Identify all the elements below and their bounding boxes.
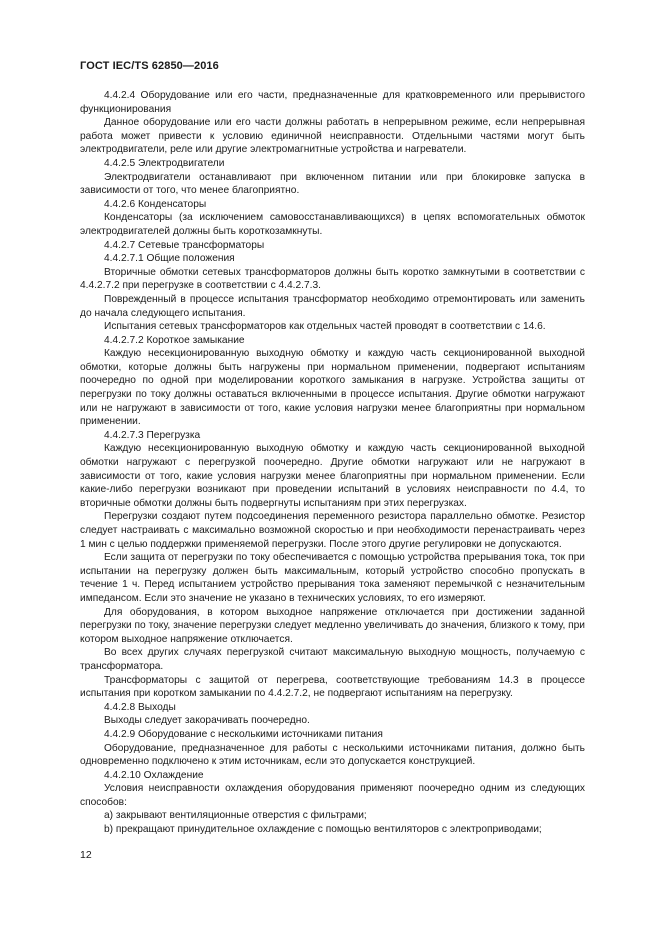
paragraph: Условия неисправности охлаждения оборудования применяют поочередно одним из следующих способов: (80, 783, 585, 808)
section-heading: 4.4.2.9 Оборудование с несколькими источниками питания (104, 728, 383, 740)
paragraph: Для оборудования, в котором выходное напряжение отключается при достижении заданной перегрузки по току, значение перегрузки следует медленно увеличивать до значения, близкого к тому, при котором выходное напряжение отключается. (80, 606, 585, 645)
paragraph: Испытания сетевых трансформаторов как отдельных частей проводят в соответствии с 14.6. (104, 321, 546, 333)
paragraph: Трансформаторы с защитой от перегрева, соответствующие требованиям 14.3 в процессе испытания при коротком замыкании по 4.4.2.7.2, не подвергают испытаниям на перегрузку. (80, 674, 585, 700)
paragraph: Поврежденный в процессе испытания трансформатор необходимо отремонтировать или заменить до начала следующего испытания. (80, 293, 585, 319)
section-heading: 4.4.2.6 Конденсаторы (104, 198, 207, 210)
document-body (80, 89, 585, 837)
list-item: а) закрывают вентиляционные отверстия с фильтрами; (104, 810, 367, 822)
paragraph: Перегрузки создают путем подсоединения переменного резистора параллельно обмотке. Резистор следует настраивать с максимально возможной скоростью и при необходимости перенастраивать через 1 мин с целью поддержки применяемой перегрузки. После этого другие регулировки не допускаются. (80, 511, 585, 550)
section-heading: 4.4.2.7 Сетевые трансформаторы (104, 239, 265, 251)
paragraph: Выходы следует закорачивать поочередно. (104, 715, 310, 727)
section-heading: 4.4.2.7.2 Короткое замыкание (104, 334, 245, 346)
section-heading: 4.4.2.7.3 Перегрузка (104, 429, 201, 441)
section-heading: 4.4.2.4 Оборудование или его части, предназначенные для кратковременного или прерывистого функционирования (80, 90, 585, 115)
paragraph: Электродвигатели останавливают при включенном питании или при блокировке запуска в зависимости от того, что менее благоприятно. (80, 171, 585, 197)
paragraph: Каждую несекционированную выходную обмотку и каждую часть секционированной выходной обмотки нагружают с перегрузкой поочередно. Другие обмотки нагружают или не нагружают в зависимости от того, какие условия нагрузки менее благоприятны при нормальном применении. Если какие-либо перегрузки возникают при проведении испытаний в условиях неисправности по 4.4, то вторичные обмотки должны быть подвергнуты испытаниям при этих перегрузках. (80, 443, 585, 509)
paragraph: Каждую несекционированную выходную обмотку и каждую часть секционированной выходной обмотки, которые должны быть нагружены при нормальном применении, подвергают испытаниям поочередно по одной при моделировании короткого замыкания в нагрузке. Устройства защиты от перегрузки по току должны оставаться включенными в процессе испытания. Другие обмотки нагружают или не нагружают в зависимости от того, какие условия нагрузки менее благоприятны при нормальном применении. (80, 348, 585, 428)
paragraph: Конденсаторы (за исключением самовосстанавливающихся) в цепях вспомогательных обмоток электродвигателей должны быть короткозамкнуты. (80, 212, 585, 237)
document-header: ГОСТ IEC/TS 62850—2016 (80, 60, 219, 72)
paragraph: Во всех других случаях перегрузкой считают максимальную выходную мощность, получаемую с трансформатора. (80, 647, 585, 672)
section-heading: 4.4.2.8 Выходы (104, 701, 176, 713)
section-heading: 4.4.2.5 Электродвигатели (104, 157, 225, 169)
section-heading: 4.4.2.10 Охлаждение (104, 769, 204, 781)
paragraph: Вторичные обмотки сетевых трансформаторов должны быть коротко замкнутыми в соответствии с 4.4.2.7.2 при перегрузке в соответствии с 4.4.2.7.3. (80, 266, 585, 292)
section-heading: 4.4.2.7.1 Общие положения (104, 253, 235, 265)
page-number: 12 (80, 849, 92, 861)
list-item: b) прекращают принудительное охлаждение с помощью вентиляторов с электроприводами; (104, 824, 542, 836)
paragraph: Оборудование, предназначенное для работы с несколькими источниками питания, должно быть одновременно подключено к этим источникам, если это допускается конструкцией. (80, 742, 585, 768)
paragraph: Данное оборудование или его части должны работать в непрерывном режиме, если непрерывная работа может привести к условию единичной неисправности. Отдельными частями могут быть электродвигатели, реле или другие электромагнитные устройства и нагреватели. (80, 117, 585, 156)
paragraph: Если защита от перегрузки по току обеспечивается с помощью устройства прерывания тока, ток при испытании на перегрузку должен быть максимальным, который устройство способно пропускать в течение 1 ч. Перед испытанием устройство прерывания тока заменяют перемычкой с незначительным импедансом. Если это значение не указано в технических условиях, то его измеряют. (80, 552, 585, 604)
